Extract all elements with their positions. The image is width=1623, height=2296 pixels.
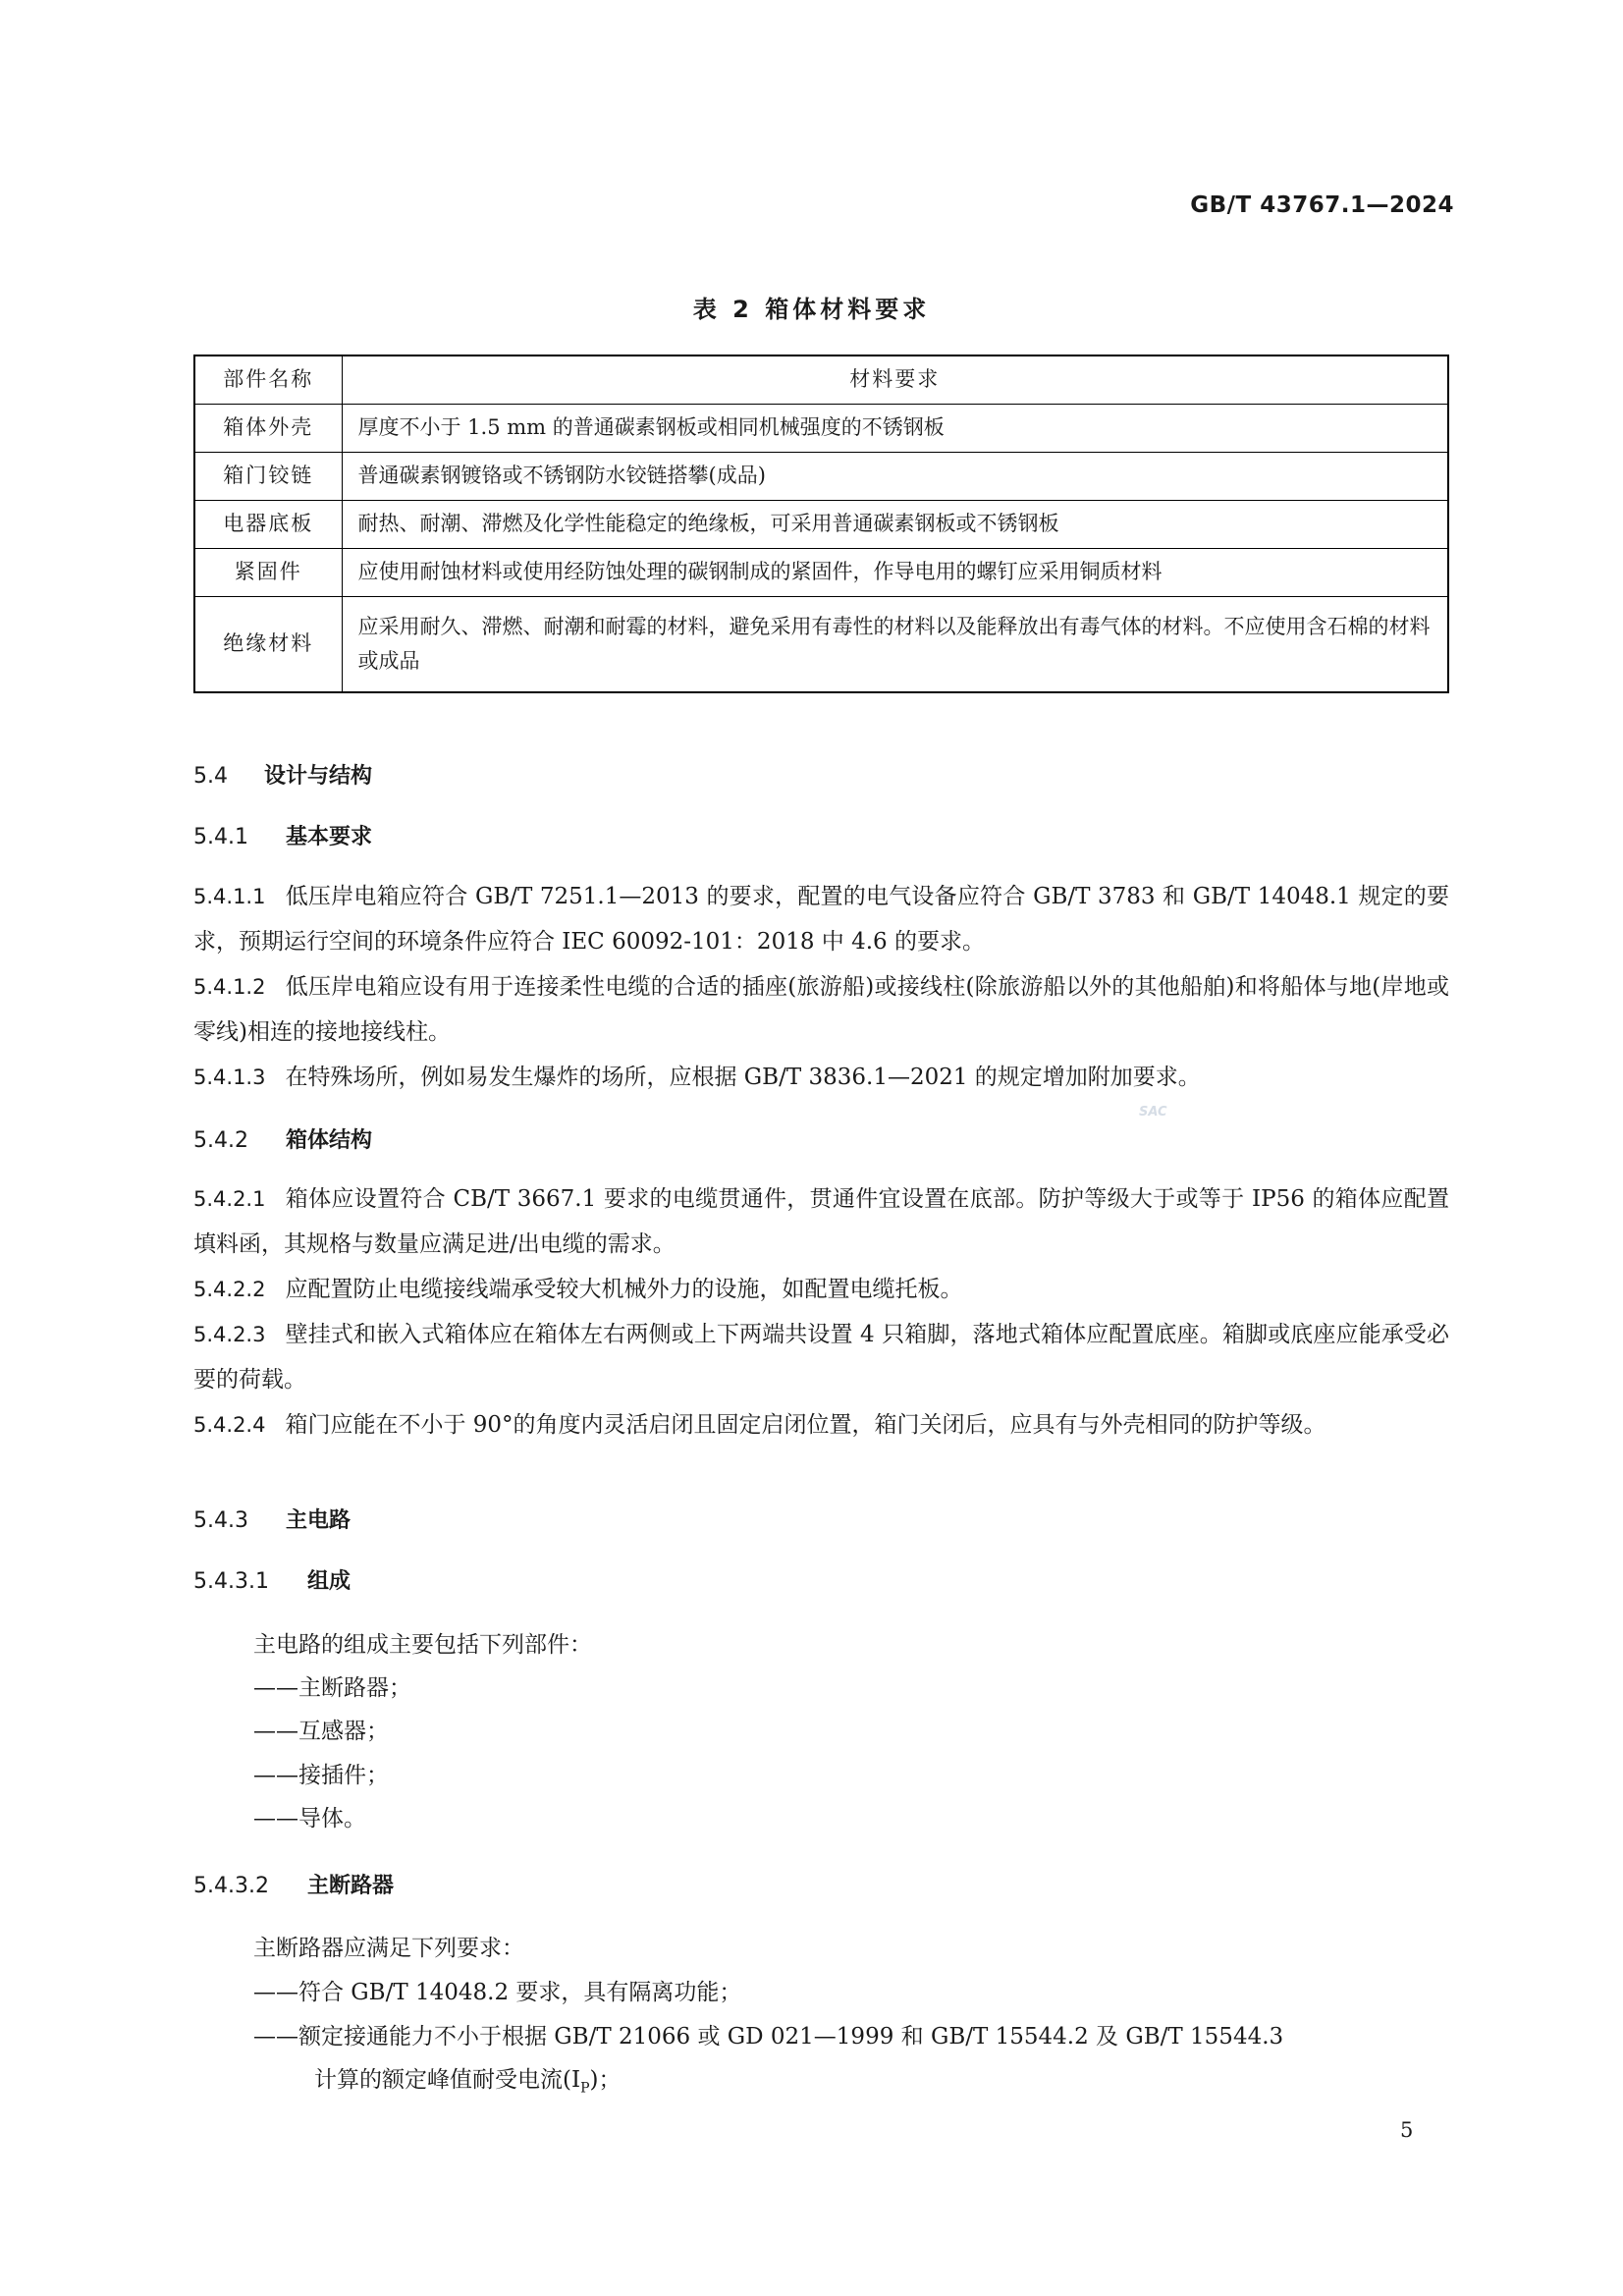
clause-text: 应配置防止电缆接线端承受较大机械外力的设施，如配置电缆托板。 xyxy=(285,1277,963,1302)
list-item: ——主断路器； xyxy=(253,1675,411,1701)
section-heading-5-4-1 xyxy=(193,820,372,850)
watermark-logo: SAC xyxy=(1139,1105,1167,1120)
section-number: 5.4.2 xyxy=(193,1128,248,1153)
subscript: P xyxy=(580,2080,590,2097)
section-number: 5.4.3.2 xyxy=(193,1874,269,1898)
clause-text: 在特殊场所，例如易发生爆炸的场所，应根据 GB/T 3836.1—2021 的规定增加附加要求。 xyxy=(285,1065,1201,1090)
part-name-cell: 箱门铰链 xyxy=(194,452,342,500)
clause-text: 低压岸电箱应设有用于连接柔性电缆的合适的插座(旅游船)或接线柱(除旅游船以外的其他船舶)和将船体与地(岸地或零线)相连的接地接线柱。 xyxy=(193,974,1449,1045)
table-row xyxy=(194,548,1448,596)
page-number: 5 xyxy=(1400,2118,1414,2142)
table-row xyxy=(194,500,1448,548)
section-number: 5.4.3 xyxy=(193,1508,248,1533)
components-intro: 主电路的组成主要包括下列部件： xyxy=(253,1632,592,1658)
part-name-cell: 电器底板 xyxy=(194,500,342,548)
clause-number: 5.4.2.2 xyxy=(193,1278,266,1301)
column-header-part-name: 部件名称 xyxy=(194,355,342,404)
requirement-cell: 耐热、耐潮、滞燃及化学性能稳定的绝缘板，可采用普通碳素钢板或不锈钢板 xyxy=(342,500,1448,548)
clause-5-4-2-2 xyxy=(193,1267,1449,1312)
column-header-material-requirement: 材料要求 xyxy=(342,355,1448,404)
part-name-cell: 箱体外壳 xyxy=(194,404,342,452)
clause-number: 5.4.1.2 xyxy=(193,975,266,999)
clause-text: 箱体应设置符合 CB/T 3667.1 要求的电缆贯通件，贯通件宜设置在底部。防护等级大于或等于 IP56 的箱体应配置填料函，其规格与数量应满足进/出电缆的需求。 xyxy=(193,1186,1449,1257)
section-title: 主电路 xyxy=(286,1508,352,1533)
list-item: ——导体。 xyxy=(253,1806,366,1831)
breaker-intro: 主断路器应满足下列要求： xyxy=(253,1936,524,1961)
section-heading-5-4-3-2 xyxy=(193,1869,394,1899)
list-item: ——符合 GB/T 14048.2 要求，具有隔离功能； xyxy=(253,1980,742,2005)
list-item: ——互感器； xyxy=(253,1719,389,1744)
section-heading-5-4-3-1 xyxy=(193,1564,351,1595)
requirement-cell: 应采用耐久、滞燃、耐潮和耐霉的材料，避免采用有毒性的材料以及能释放出有毒气体的材料。不应使用含石棉的材料或成品 xyxy=(342,596,1448,692)
requirement-cell: 应使用耐蚀材料或使用经防蚀处理的碳钢制成的紧固件，作导电用的螺钉应采用铜质材料 xyxy=(342,548,1448,596)
clause-text: 壁挂式和嵌入式箱体应在箱体左右两侧或上下两端共设置 4 只箱脚，落地式箱体应配置底座。箱脚或底座应能承受必要的荷载。 xyxy=(193,1322,1449,1393)
section-title: 箱体结构 xyxy=(286,1128,373,1153)
list-item-continuation xyxy=(314,2061,621,2097)
list-item-text-end: )； xyxy=(589,2067,622,2093)
section-title: 基本要求 xyxy=(286,825,373,849)
clause-number: 5.4.2.4 xyxy=(193,1413,266,1437)
standard-code: GB/T 43767.1—2024 xyxy=(1190,192,1454,218)
clause-5-4-2-3 xyxy=(193,1312,1449,1402)
section-number: 5.4.3.1 xyxy=(193,1569,269,1594)
table-row xyxy=(194,404,1448,452)
clause-number: 5.4.1.3 xyxy=(193,1066,266,1089)
materials-table xyxy=(193,355,1449,693)
requirement-cell: 普通碳素钢镀铬或不锈钢防水铰链搭攀(成品) xyxy=(342,452,1448,500)
clause-text: 箱门应能在不小于 90°的角度内灵活启闭且固定启闭位置，箱门关闭后，应具有与外壳相同的防护等级。 xyxy=(285,1412,1326,1438)
clause-5-4-1-3 xyxy=(193,1055,1449,1100)
section-number: 5.4 xyxy=(193,764,228,789)
table-caption: 表 2 箱体材料要求 xyxy=(692,296,931,323)
section-title: 组成 xyxy=(307,1569,352,1594)
clause-5-4-2-1 xyxy=(193,1176,1449,1267)
table-header-row xyxy=(194,355,1448,404)
section-heading-5-4 xyxy=(193,759,372,790)
section-title: 设计与结构 xyxy=(264,764,373,789)
list-item-text: 计算的额定峰值耐受电流(I xyxy=(314,2067,581,2093)
clause-5-4-1-1 xyxy=(193,874,1449,964)
section-heading-5-4-2 xyxy=(193,1123,372,1154)
table-row xyxy=(194,452,1448,500)
clause-number: 5.4.2.1 xyxy=(193,1187,266,1211)
section-title: 主断路器 xyxy=(307,1874,395,1898)
section-heading-5-4-3 xyxy=(193,1503,351,1534)
clause-text: 低压岸电箱应符合 GB/T 7251.1—2013 的要求，配置的电气设备应符合 GB/T 3783 和 GB/T 14048.1 规定的要求，预期运行空间的环境条件应符合 IEC 60092-101：2018 中 4.6 的要求。 xyxy=(193,884,1449,955)
clause-number: 5.4.1.1 xyxy=(193,885,266,908)
clause-number: 5.4.2.3 xyxy=(193,1323,266,1346)
clause-5-4-2-4 xyxy=(193,1402,1449,1448)
table-row xyxy=(194,596,1448,692)
list-item: ——额定接通能力不小于根据 GB/T 21066 或 GD 021—1999 和 GB/T 15544.2 及 GB/T 15544.3 xyxy=(253,2024,1284,2050)
clause-5-4-1-2 xyxy=(193,964,1449,1055)
requirement-cell: 厚度不小于 1.5 mm 的普通碳素钢板或相同机械强度的不锈钢板 xyxy=(342,404,1448,452)
section-number: 5.4.1 xyxy=(193,825,248,849)
list-item: ——接插件； xyxy=(253,1763,389,1788)
part-name-cell: 绝缘材料 xyxy=(194,596,342,692)
part-name-cell: 紧固件 xyxy=(194,548,342,596)
